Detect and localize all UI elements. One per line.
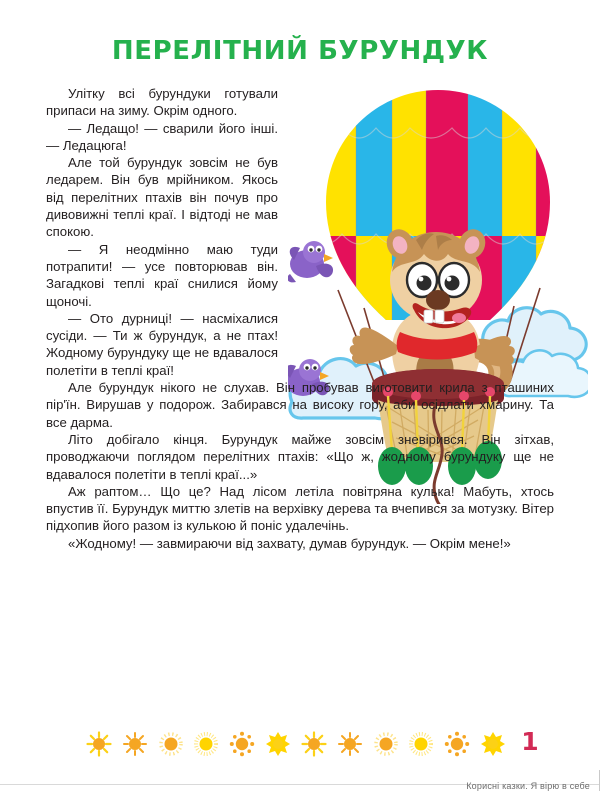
sun-icon xyxy=(408,731,434,757)
footer-caption: Корисні казки. Я вірю в себе xyxy=(466,781,590,791)
sun-divider xyxy=(86,729,506,759)
sun-icon xyxy=(265,731,291,757)
story-paragraph: Але бурундук нікого не слухав. Він пробував виготовити крила з пташиних пір'їн. Вирушав у подорож. Забирався на високу гору, аби осідлати хмарину. Та все дарма. xyxy=(46,380,554,430)
sun-icon xyxy=(337,731,363,757)
sun-icon xyxy=(193,731,219,757)
story-paragraph: — Я неодмінно маю туди потрапити! — усе повторював він. Загадкові теплі краї снилися йому щоночі. xyxy=(46,241,278,309)
sun-icon xyxy=(301,731,327,757)
story-body xyxy=(46,85,554,552)
sun-icon xyxy=(444,731,470,757)
story-paragraph: — Ото дурниці! — насміхалися сусіди. — Ти ж бурундук, а не птах! Жодному бурундуку ще не вдавалося полетіти в теплі краї! xyxy=(46,310,278,378)
story-paragraph: Літо добігало кінця. Бурундук майже зовсім зневірився. Він зітхав, проводжаючи поглядом перелітних птахів: «Що ж, жодному бурундуку ще не вдавалося полетіти в теплі краї...» xyxy=(46,431,554,482)
story-paragraph: «Жодному! — завмираючи від захвату, думав бурундук. — Окрім мене!» xyxy=(68,535,511,551)
story-paragraph: — Ледащо! — сварили його інші. — Ледацюга! xyxy=(46,120,278,153)
page-number: 1 xyxy=(521,727,539,756)
sun-icon xyxy=(158,731,184,757)
story-paragraph: Аж раптом… Що це? Над лісом летіла повітряна кулька! Мабуть, хтось впустив її. Бурундук миттю злетів на верхівку дерева та вчепився за мотузку. Вітер підхопив його разом із кулькою й поніс удалечінь. xyxy=(46,483,554,534)
sun-icon xyxy=(122,731,148,757)
sun-icon xyxy=(86,731,112,757)
page-title: ПЕРЕЛІТНИЙ БУРУНДУК xyxy=(111,36,489,66)
story-paragraph: Але той бурундук зовсім не був ледарем. Він був мрійником. Якось від перелітних птахів він почув про дивовижні теплі краї. І відтоді не мав спокою. xyxy=(46,155,278,240)
sun-icon xyxy=(373,731,399,757)
story-paragraph: Улітку всі бурундуки готували припаси на зиму. Окрім одного. xyxy=(46,86,278,119)
sun-icon xyxy=(229,731,255,757)
